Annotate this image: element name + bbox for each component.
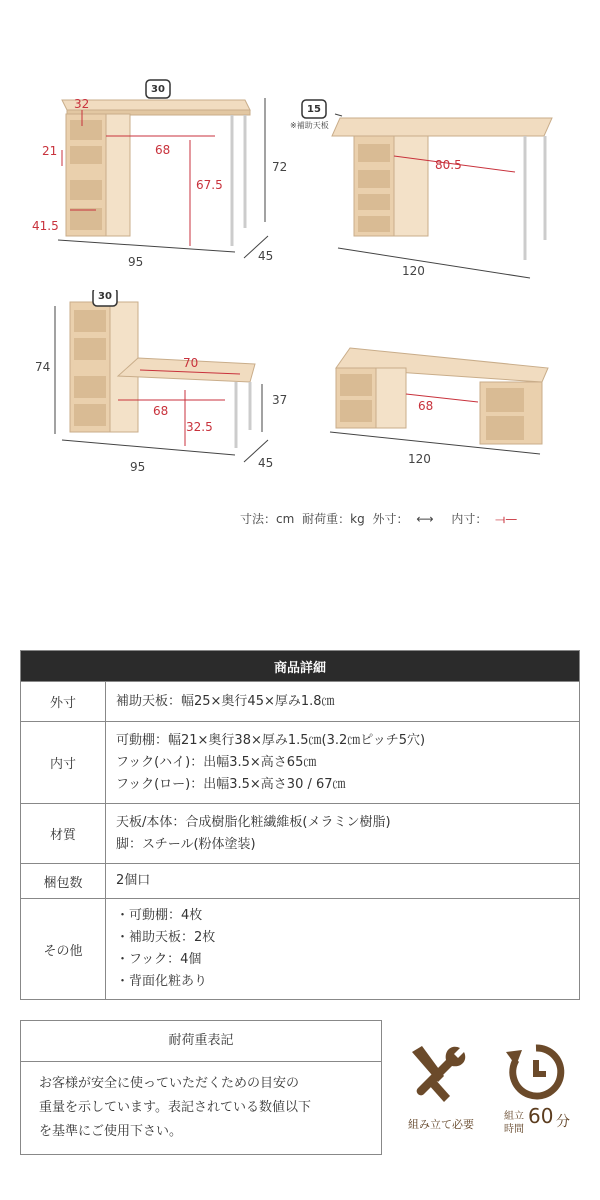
row-line: 補助天板：幅25×奥行45×厚み1.8㎝ (116, 693, 335, 709)
row-line: 2個口 (116, 873, 151, 888)
row-key: その他 (21, 899, 106, 1000)
row-line: フック(ロー)：出幅3.5×高さ30 / 67㎝ (116, 776, 346, 792)
load-note-line: お客様が安全に使っていただくための目安の (39, 1076, 300, 1091)
load-note-line: を基準にご使用下さい。 (39, 1124, 183, 1139)
red-line-icon: ⟞— (495, 512, 518, 526)
legend-outer: 外寸： (372, 512, 409, 526)
row-key: 外寸 (21, 682, 106, 722)
dimension-legend (240, 510, 521, 527)
weight-label: 30 (151, 84, 165, 95)
row-line: 可動棚：幅21×奥行38×厚み1.5㎝(3.2㎝ピッチ5穴) (116, 732, 426, 748)
row-key: 材質 (21, 804, 106, 864)
outer-dim: 120 (402, 264, 425, 278)
table-row (21, 682, 580, 722)
outer-dim: 120 (408, 452, 431, 466)
outer-dim: 45 (258, 249, 274, 263)
outer-dim: 45 (258, 456, 274, 470)
inner-dim: 67.5 (196, 178, 223, 192)
table-row (21, 899, 580, 1000)
load-note-line: 重量を示しています。表記されている数値以下 (39, 1100, 311, 1115)
diagram-desk-120 (290, 80, 590, 290)
outer-dim: 72 (272, 160, 288, 174)
inner-dim: 80.5 (435, 158, 462, 172)
outer-dim: 74 (35, 360, 51, 374)
inner-dim: 32 (74, 97, 90, 111)
row-line: ・フック：4個 (116, 952, 202, 967)
time-label-1: 組立 (504, 1111, 524, 1122)
diagram-bench-95 (0, 290, 300, 490)
spec-title: 商品詳細 (21, 651, 580, 682)
load-note-box (20, 1020, 382, 1155)
inner-dim: 21 (42, 144, 58, 158)
diagram-desk-95 (0, 70, 300, 280)
inner-dim: 68 (153, 404, 169, 418)
row-line: 脚：スチール(粉体塗装) (116, 836, 256, 852)
note-label: ※補助天板 (290, 121, 329, 130)
outer-dim: 95 (130, 460, 146, 474)
legend-dims: 寸法：cm (240, 512, 295, 526)
table-row (21, 864, 580, 899)
row-line: ・背面化粧あり (116, 974, 208, 989)
clock-icon (502, 1040, 570, 1106)
inner-dim: 41.5 (32, 219, 59, 233)
row-key: 梱包数 (21, 864, 106, 899)
inner-dim: 68 (155, 143, 171, 157)
diagram-low-120 (300, 330, 590, 470)
inner-dim: 68 (418, 399, 434, 413)
row-line: フック(ハイ)：出幅3.5×高さ65㎝ (116, 754, 317, 770)
assembly-required-label: 組み立て必要 (408, 1118, 474, 1131)
legend-load: 耐荷重：kg (302, 512, 365, 526)
row-line: ・補助天板：2枚 (116, 930, 216, 945)
tools-icon (404, 1042, 470, 1108)
weight-label: 15 (307, 104, 321, 115)
time-label-2: 時間 (504, 1124, 524, 1135)
double-arrow-icon: ⟷ (416, 512, 434, 526)
time-value: 60 (528, 1104, 554, 1128)
inner-dim: 70 (183, 356, 199, 370)
time-unit: 分 (556, 1114, 570, 1130)
outer-dim: 37 (272, 393, 288, 407)
table-row (21, 804, 580, 864)
row-key: 内寸 (21, 722, 106, 804)
legend-inner: 内寸： (451, 512, 488, 526)
outer-dim: 95 (128, 255, 144, 269)
weight-label: 30 (98, 291, 112, 302)
spec-table (20, 650, 580, 1000)
table-row (21, 722, 580, 804)
inner-dim: 32.5 (186, 420, 213, 434)
row-line: ・可動棚：4枚 (116, 908, 203, 923)
row-line: 天板/本体：合成樹脂化粧繊維板(メラミン樹脂) (116, 814, 391, 830)
load-note-title: 耐荷重表記 (21, 1021, 381, 1062)
